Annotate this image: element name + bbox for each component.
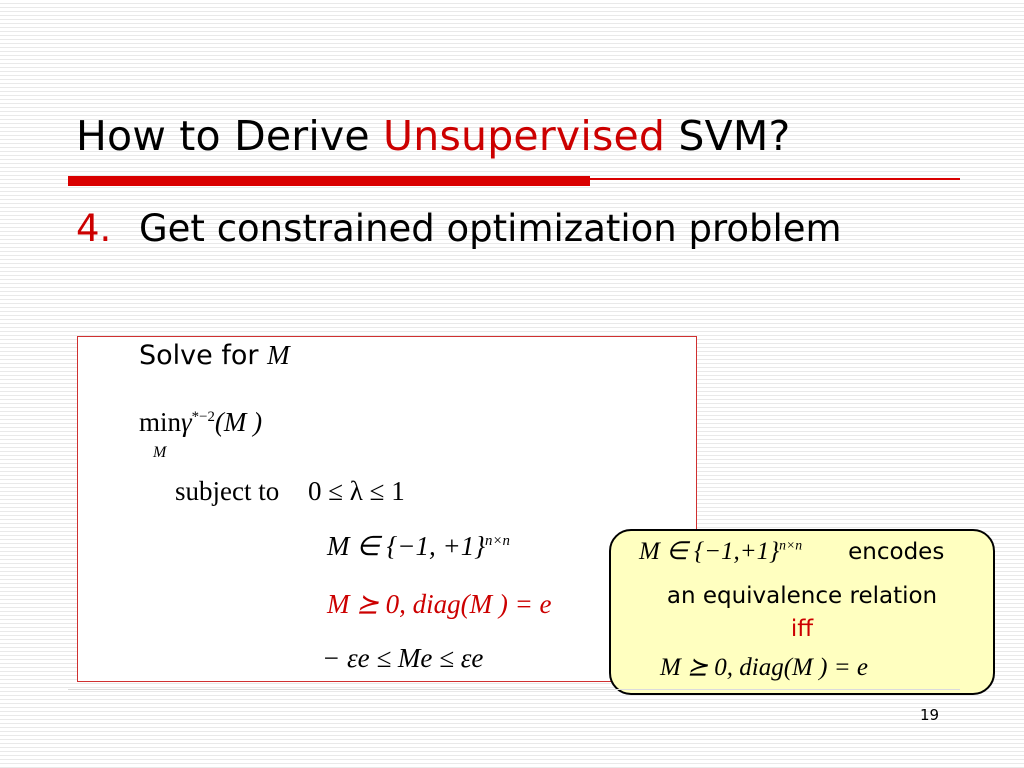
objective-op: min bbox=[139, 407, 182, 437]
callout-line2: an equivalence relation bbox=[666, 583, 938, 609]
solve-for-line bbox=[139, 340, 290, 371]
objective-subscript: M bbox=[153, 444, 167, 461]
bullet-number: 4. bbox=[76, 207, 112, 250]
footer-divider bbox=[68, 689, 960, 690]
subject-to-line bbox=[175, 476, 405, 507]
constraint-binary-lhs: M ∈ {−1, +1} bbox=[327, 531, 486, 561]
objective-argument: (M ) bbox=[214, 407, 263, 437]
optimization-box bbox=[77, 336, 697, 682]
callout-math: M ∈ {−1,+1} bbox=[639, 538, 780, 565]
objective bbox=[139, 407, 262, 438]
subject-to-label: subject to bbox=[175, 476, 280, 506]
callout-line4: M ⪰ 0, diag(M ) = e bbox=[660, 654, 868, 681]
constraint-binary bbox=[327, 531, 510, 562]
title-underline-thick bbox=[68, 176, 590, 186]
callout-encodes: encodes bbox=[848, 539, 945, 565]
title-underline-thin bbox=[590, 178, 960, 180]
title-part1: How to Derive bbox=[76, 112, 370, 160]
bullet-text: Get constrained optimization problem bbox=[139, 207, 842, 250]
objective-exponent: *−2 bbox=[191, 409, 215, 425]
constraint-lambda: 0 ≤ λ ≤ 1 bbox=[307, 476, 405, 506]
callout-line1 bbox=[639, 536, 944, 566]
callout-iff: iff bbox=[790, 616, 814, 642]
constraint-balance: − εe ≤ Me ≤ εe bbox=[322, 643, 484, 673]
callout-sup: n×n bbox=[779, 537, 803, 553]
solve-variable: M bbox=[267, 340, 290, 370]
slide-title bbox=[76, 112, 790, 160]
title-part2: SVM? bbox=[678, 112, 791, 160]
solve-label: Solve for bbox=[139, 340, 259, 371]
title-accent: Unsupervised bbox=[383, 112, 666, 160]
constraint-binary-sup: n×n bbox=[485, 533, 510, 549]
page-number: 19 bbox=[920, 706, 940, 724]
constraint-psd: M ⪰ 0, diag(M ) = e bbox=[327, 589, 552, 619]
objective-gamma: γ bbox=[181, 407, 192, 437]
